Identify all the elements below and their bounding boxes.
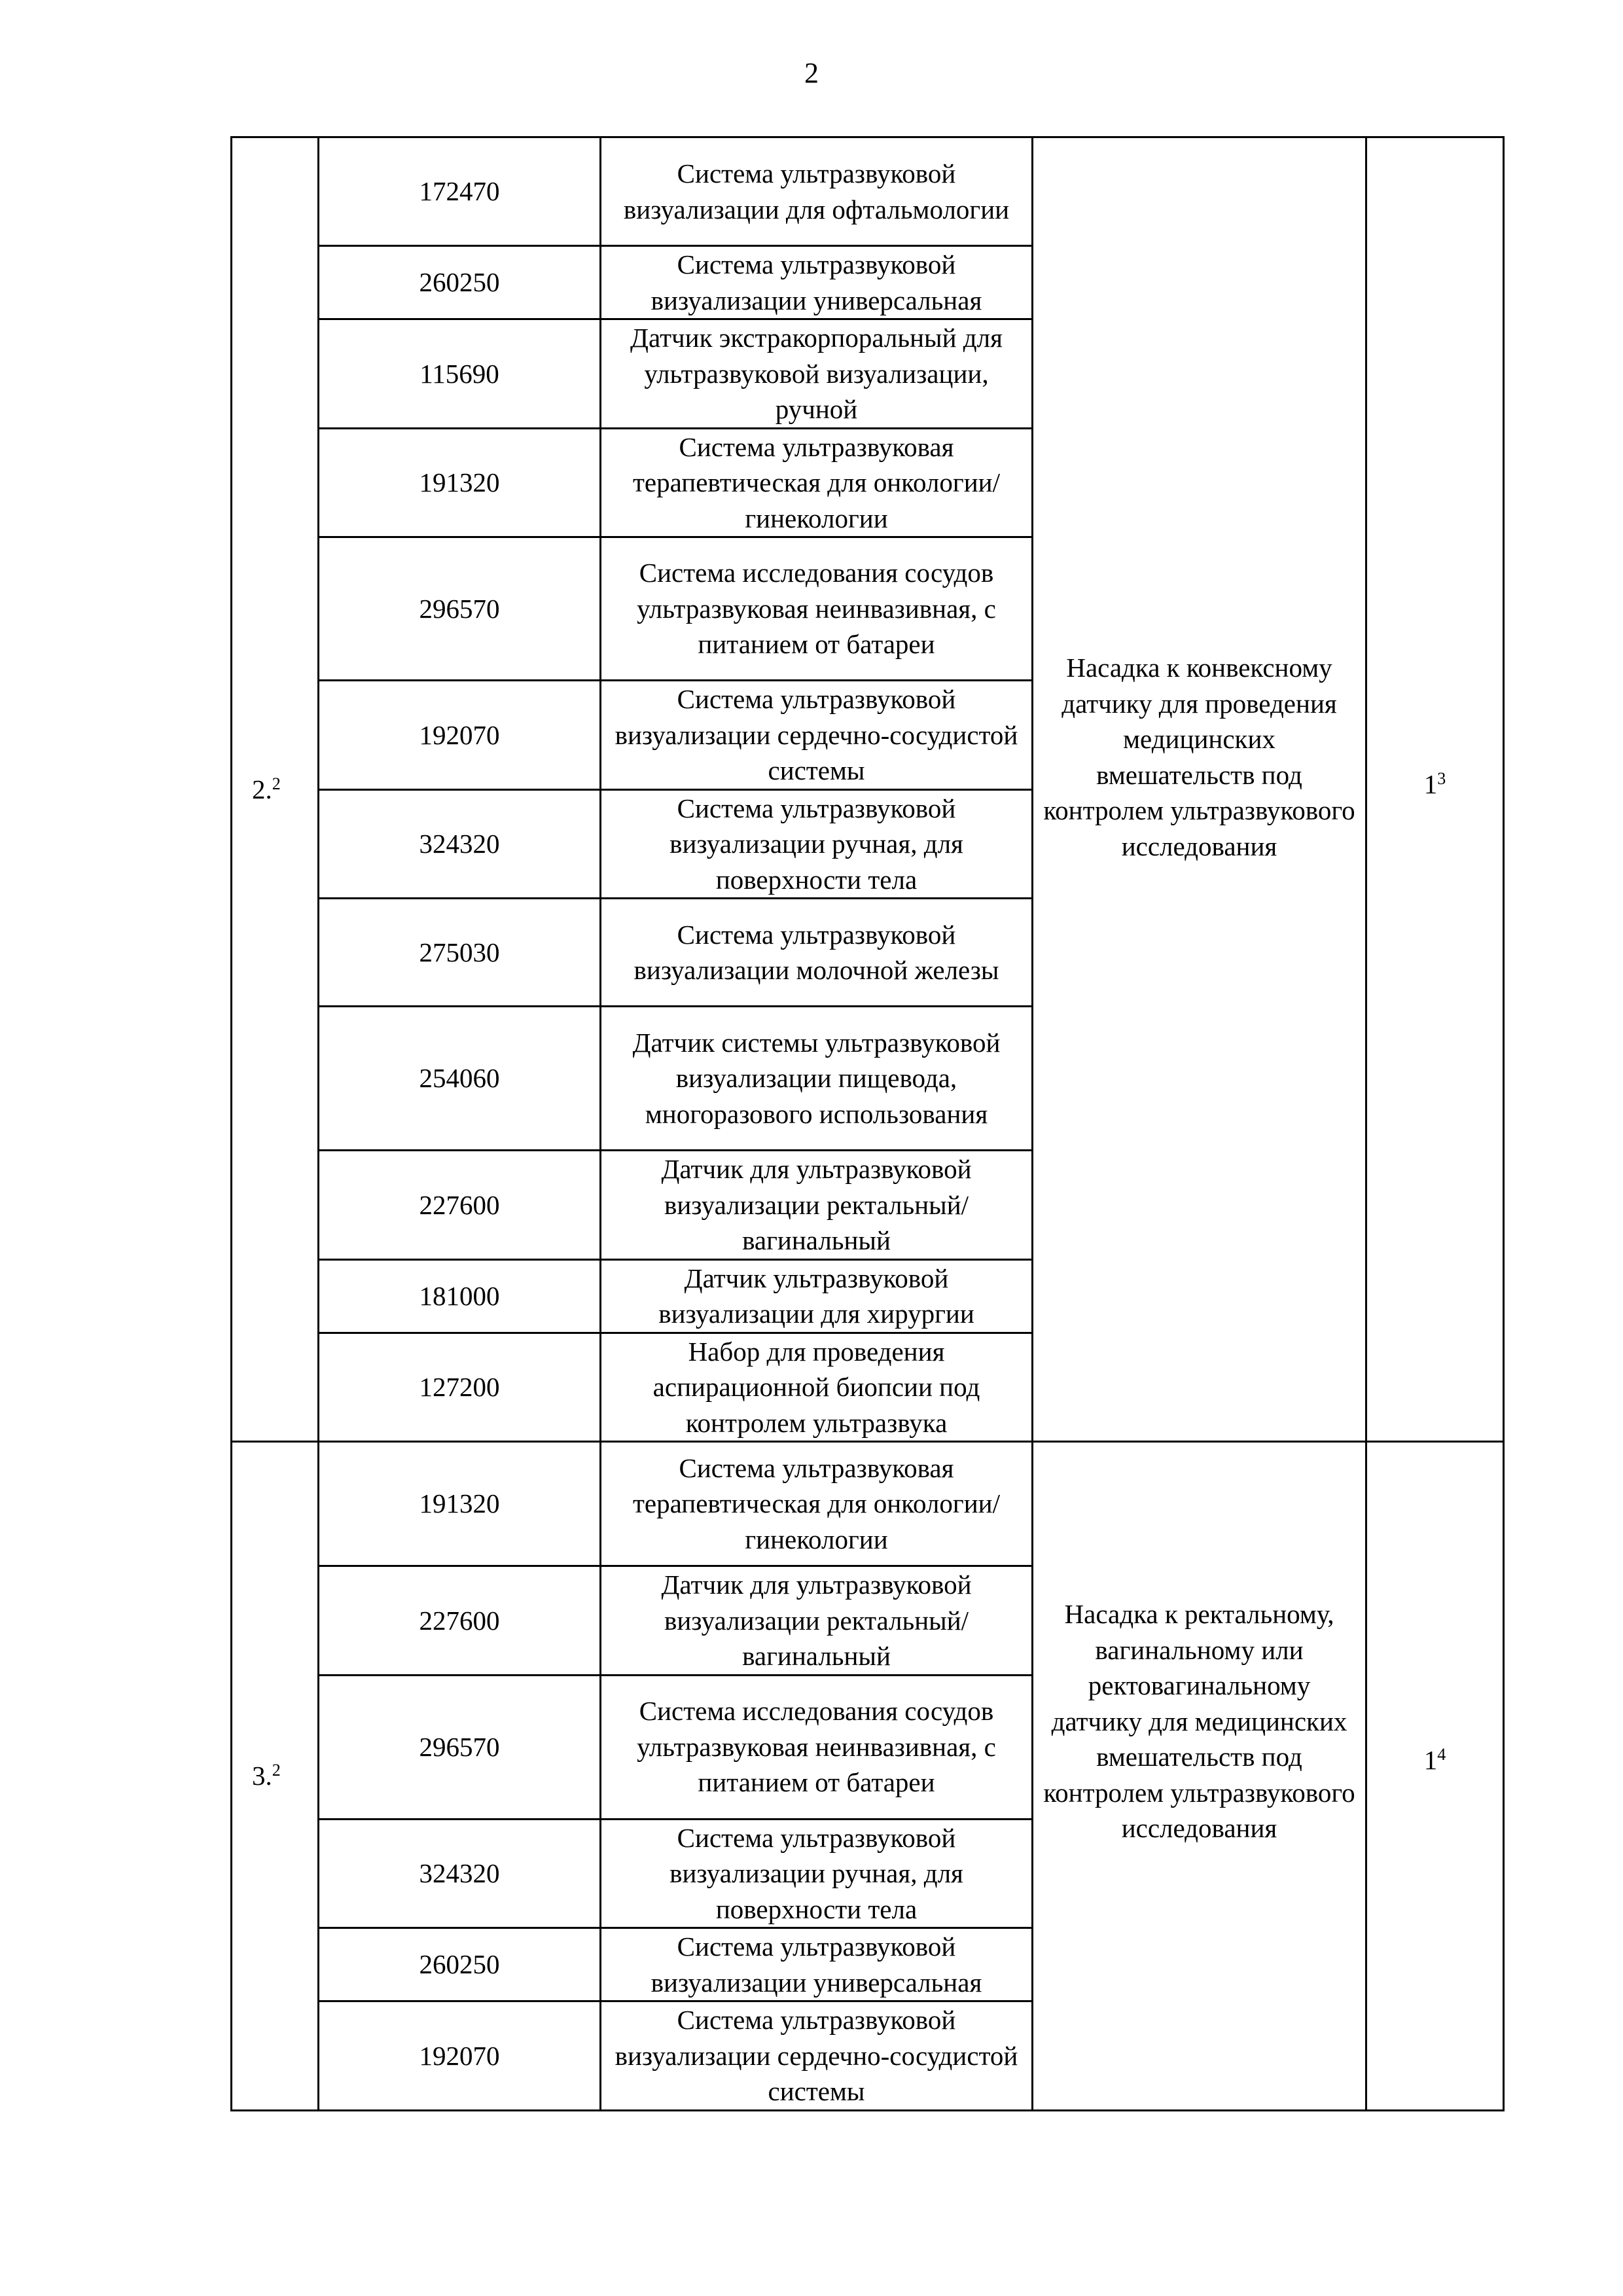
item-name: Датчик экстракорпоральный для ультразвуковой визуализации, ручной — [601, 319, 1033, 429]
item-name: Система ультразвуковой визуализации сердечно-сосудистой системы — [601, 681, 1033, 790]
item-code: 172470 — [319, 137, 601, 246]
item-name: Система ультразвуковая терапевтическая для онкологии/гинекологии — [601, 1442, 1033, 1566]
item-name: Датчик системы ультразвуковой визуализации пищевода, многоразового использования — [601, 1007, 1033, 1151]
table-row — [232, 137, 1504, 246]
item-code: 227600 — [319, 1566, 601, 1676]
item-code: 324320 — [319, 789, 601, 899]
item-name: Система исследования сосудов ультразвуковая неинвазивная, с питанием от батареи — [601, 537, 1033, 681]
group-quantity: $1^3$ — [1366, 137, 1504, 1442]
item-name: Система исследования сосудов ультразвуковая неинвазивная, с питанием от батареи — [601, 1675, 1033, 1819]
group-number: 2.$^2$ — [232, 137, 319, 1442]
item-code: 115690 — [319, 319, 601, 429]
item-code: 191320 — [319, 1442, 601, 1566]
item-name: Датчик ультразвуковой визуализации для хирургии — [601, 1259, 1033, 1333]
group-number: 3.$^2$ — [232, 1442, 319, 2111]
item-code: 181000 — [319, 1259, 601, 1333]
item-code: 260250 — [319, 1928, 601, 2001]
item-name: Система ультразвуковой визуализации молочной железы — [601, 899, 1033, 1007]
item-name: Датчик для ультразвуковой визуализации ректальный/вагинальный — [601, 1151, 1033, 1260]
item-code: 260250 — [319, 246, 601, 319]
table-row — [232, 1442, 1504, 1566]
item-name: Система ультразвуковой визуализации ручная, для поверхности тела — [601, 1819, 1033, 1928]
item-name: Набор для проведения аспирационной биопсии под контролем ультразвука — [601, 1333, 1033, 1442]
item-code: 296570 — [319, 537, 601, 681]
item-name: Система ультразвуковая терапевтическая для онкологии/гинекологии — [601, 428, 1033, 537]
item-code: 296570 — [319, 1675, 601, 1819]
item-name: Система ультразвуковой визуализации сердечно-сосудистой системы — [601, 2001, 1033, 2111]
device-table — [230, 136, 1505, 2111]
group-description: Насадка к конвексному датчику для проведения медицинских вмешательств под контролем ультразвукового исследования — [1033, 137, 1366, 1442]
item-name: Система ультразвуковой визуализации ручная, для поверхности тела — [601, 789, 1033, 899]
group-quantity: $1^4$ — [1366, 1442, 1504, 2111]
item-code: 324320 — [319, 1819, 601, 1928]
item-code: 127200 — [319, 1333, 601, 1442]
item-name: Система ультразвуковой визуализации для офтальмологии — [601, 137, 1033, 246]
item-code: 254060 — [319, 1007, 601, 1151]
item-code: 191320 — [319, 428, 601, 537]
item-code: 192070 — [319, 2001, 601, 2111]
group-description: Насадка к ректальному, вагинальному или ректовагинальному датчику для медицинских вмешательств под контролем ультразвукового исследования — [1033, 1442, 1366, 2111]
item-name: Система ультразвуковой визуализации универсальная — [601, 246, 1033, 319]
item-name: Система ультразвуковой визуализации универсальная — [601, 1928, 1033, 2001]
item-code: 192070 — [319, 681, 601, 790]
page-number: 2 — [804, 57, 819, 89]
item-name: Датчик для ультразвуковой визуализации ректальный/вагинальный — [601, 1566, 1033, 1676]
item-code: 275030 — [319, 899, 601, 1007]
item-code: 227600 — [319, 1151, 601, 1260]
